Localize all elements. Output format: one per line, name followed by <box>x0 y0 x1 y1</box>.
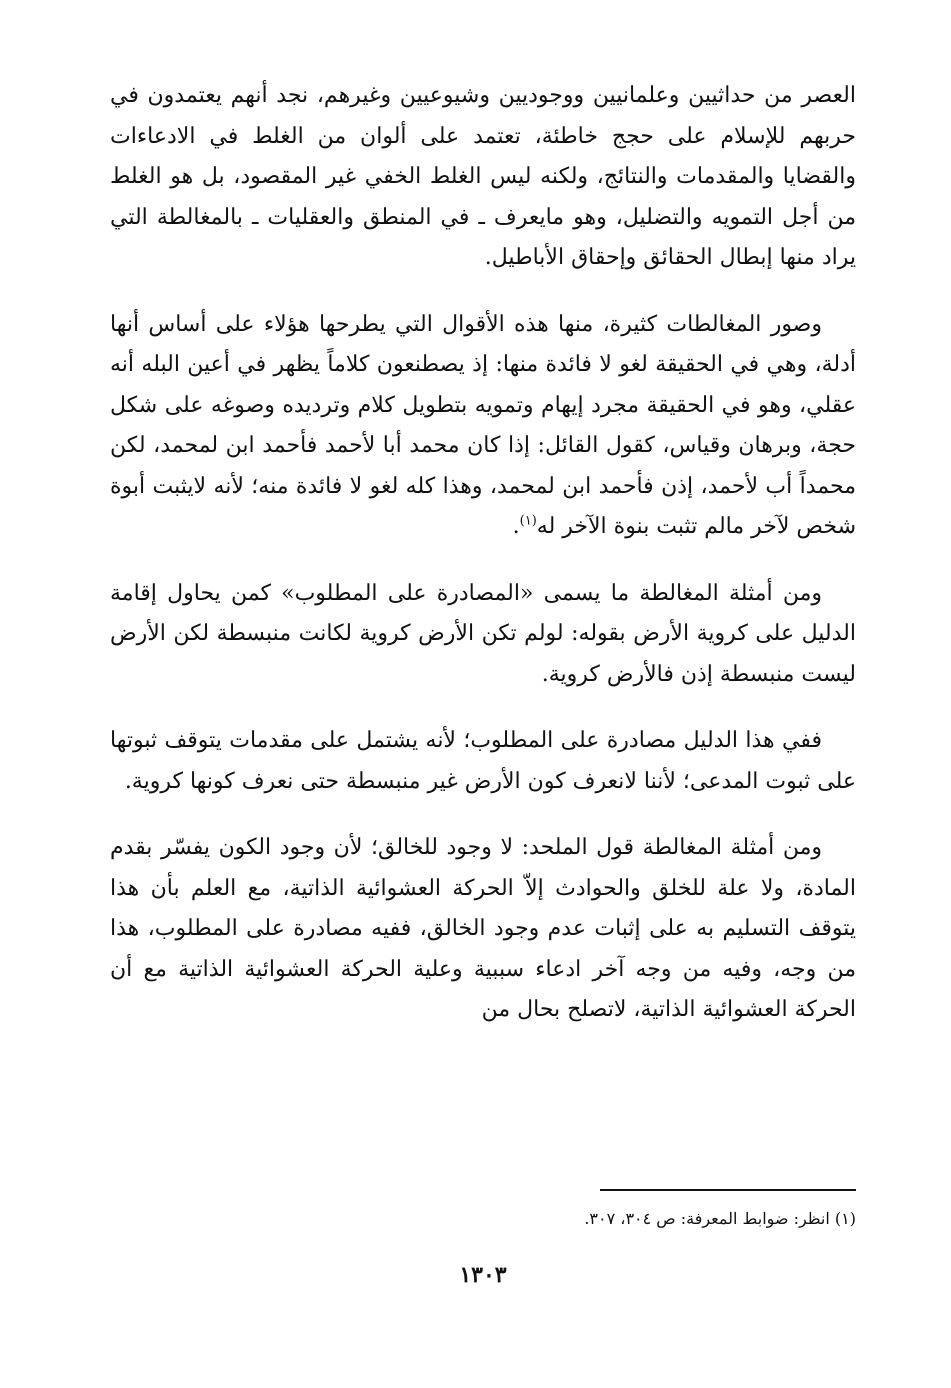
paragraph-3 <box>110 574 856 696</box>
paragraph-2 <box>110 305 856 548</box>
paragraph-3-text: ومن أمثلة المغالطة ما يسمى «المصادرة على المطلوب» كمن يحاول إقامة الدليل على كروية الأرض بقوله: لولم تكن الأرض كروية لكانت منبسطة لكن الأرض ليست منبسطة إذن فالأرض كروية. <box>110 580 856 687</box>
paragraph-1 <box>110 76 856 279</box>
paragraph-2-tail: . <box>512 514 520 539</box>
page-number: ١٣٠٣ <box>459 1262 507 1288</box>
footnote-divider <box>600 1189 856 1191</box>
paragraph-4-text: ففي هذا الدليل مصادرة على المطلوب؛ لأنه يشتمل على مقدمات يتوقف ثبوتها على ثبوت المدعى؛ لأننا لانعرف كون الأرض غير منبسطة حتى نعرف كونها كروية. <box>110 728 856 794</box>
paragraph-1-text: العصر من حداثيين وعلمانيين ووجوديين وشيوعيين وغيرهم، نجد أنهم يعتمدون في حربهم للإسلام على حجج خاطئة، تعتمد على ألوان من الغلط في الادعاءات والقضايا والمقدمات والنتائج، ولكنه ليس الغلط الخفي غير المقصود، بل هو الغلط من أجل التمويه والتضليل، وهو مايعرف ـ في المنطق والعقليات ـ بالمغالطة التي يراد منها إبطال الحقائق وإحقاق الأباطيل. <box>110 83 856 270</box>
footnote-text: (١) انظر: ضوابط المعرفة: ص ٣٠٤، ٣٠٧. <box>584 1209 856 1228</box>
footnote-marker[interactable]: (١) <box>519 513 537 529</box>
paragraph-2-text: وصور المغالطات كثيرة، منها هذه الأقوال التي يطرحها هؤلاء على أساس أنها أدلة، وهي في الحقيقة لغو لا فائدة منها: إذ يصطنعون كلاماً يظهر في أعين البله أنه عقلي، وهو في الحقيقة مجرد إيهام وتمويه بتطويل كلام وترديده وصوغه على شكل حجة، وبرهان وقياس، كقول القائل: إذا كان محمد أبا لأحمد فأحمد ابن لمحمد، لكن محمداً أب لأحمد، إذن فأحمد ابن لمحمد، وهذا كله لغو لا فائدة منه؛ لأنه لايثبت أبوة شخص لآخر مالم تثبت بنوة الآخر له <box>110 311 856 539</box>
paragraph-5 <box>110 828 856 1031</box>
paragraph-5-text: ومن أمثلة المغالطة قول الملحد: لا وجود للخالق؛ لأن وجود الكون يفسّر بقدم المادة، ولا علة للخلق والحوادث إلاّ الحركة العشوائية الذاتية، مع العلم بأن هذا يتوقف التسليم به على إثبات عدم وجود الخالق، ففيه مصادرة على المطلوب، هذا من وجه، وفيه من وجه آخر ادعاء سببية وعلية الحركة العشوائية الذاتية مع أن الحركة العشوائية الذاتية، لاتصلح بحال من <box>110 835 856 1022</box>
document-page <box>110 76 856 1376</box>
footnote <box>110 1207 856 1231</box>
paragraph-4 <box>110 721 856 802</box>
